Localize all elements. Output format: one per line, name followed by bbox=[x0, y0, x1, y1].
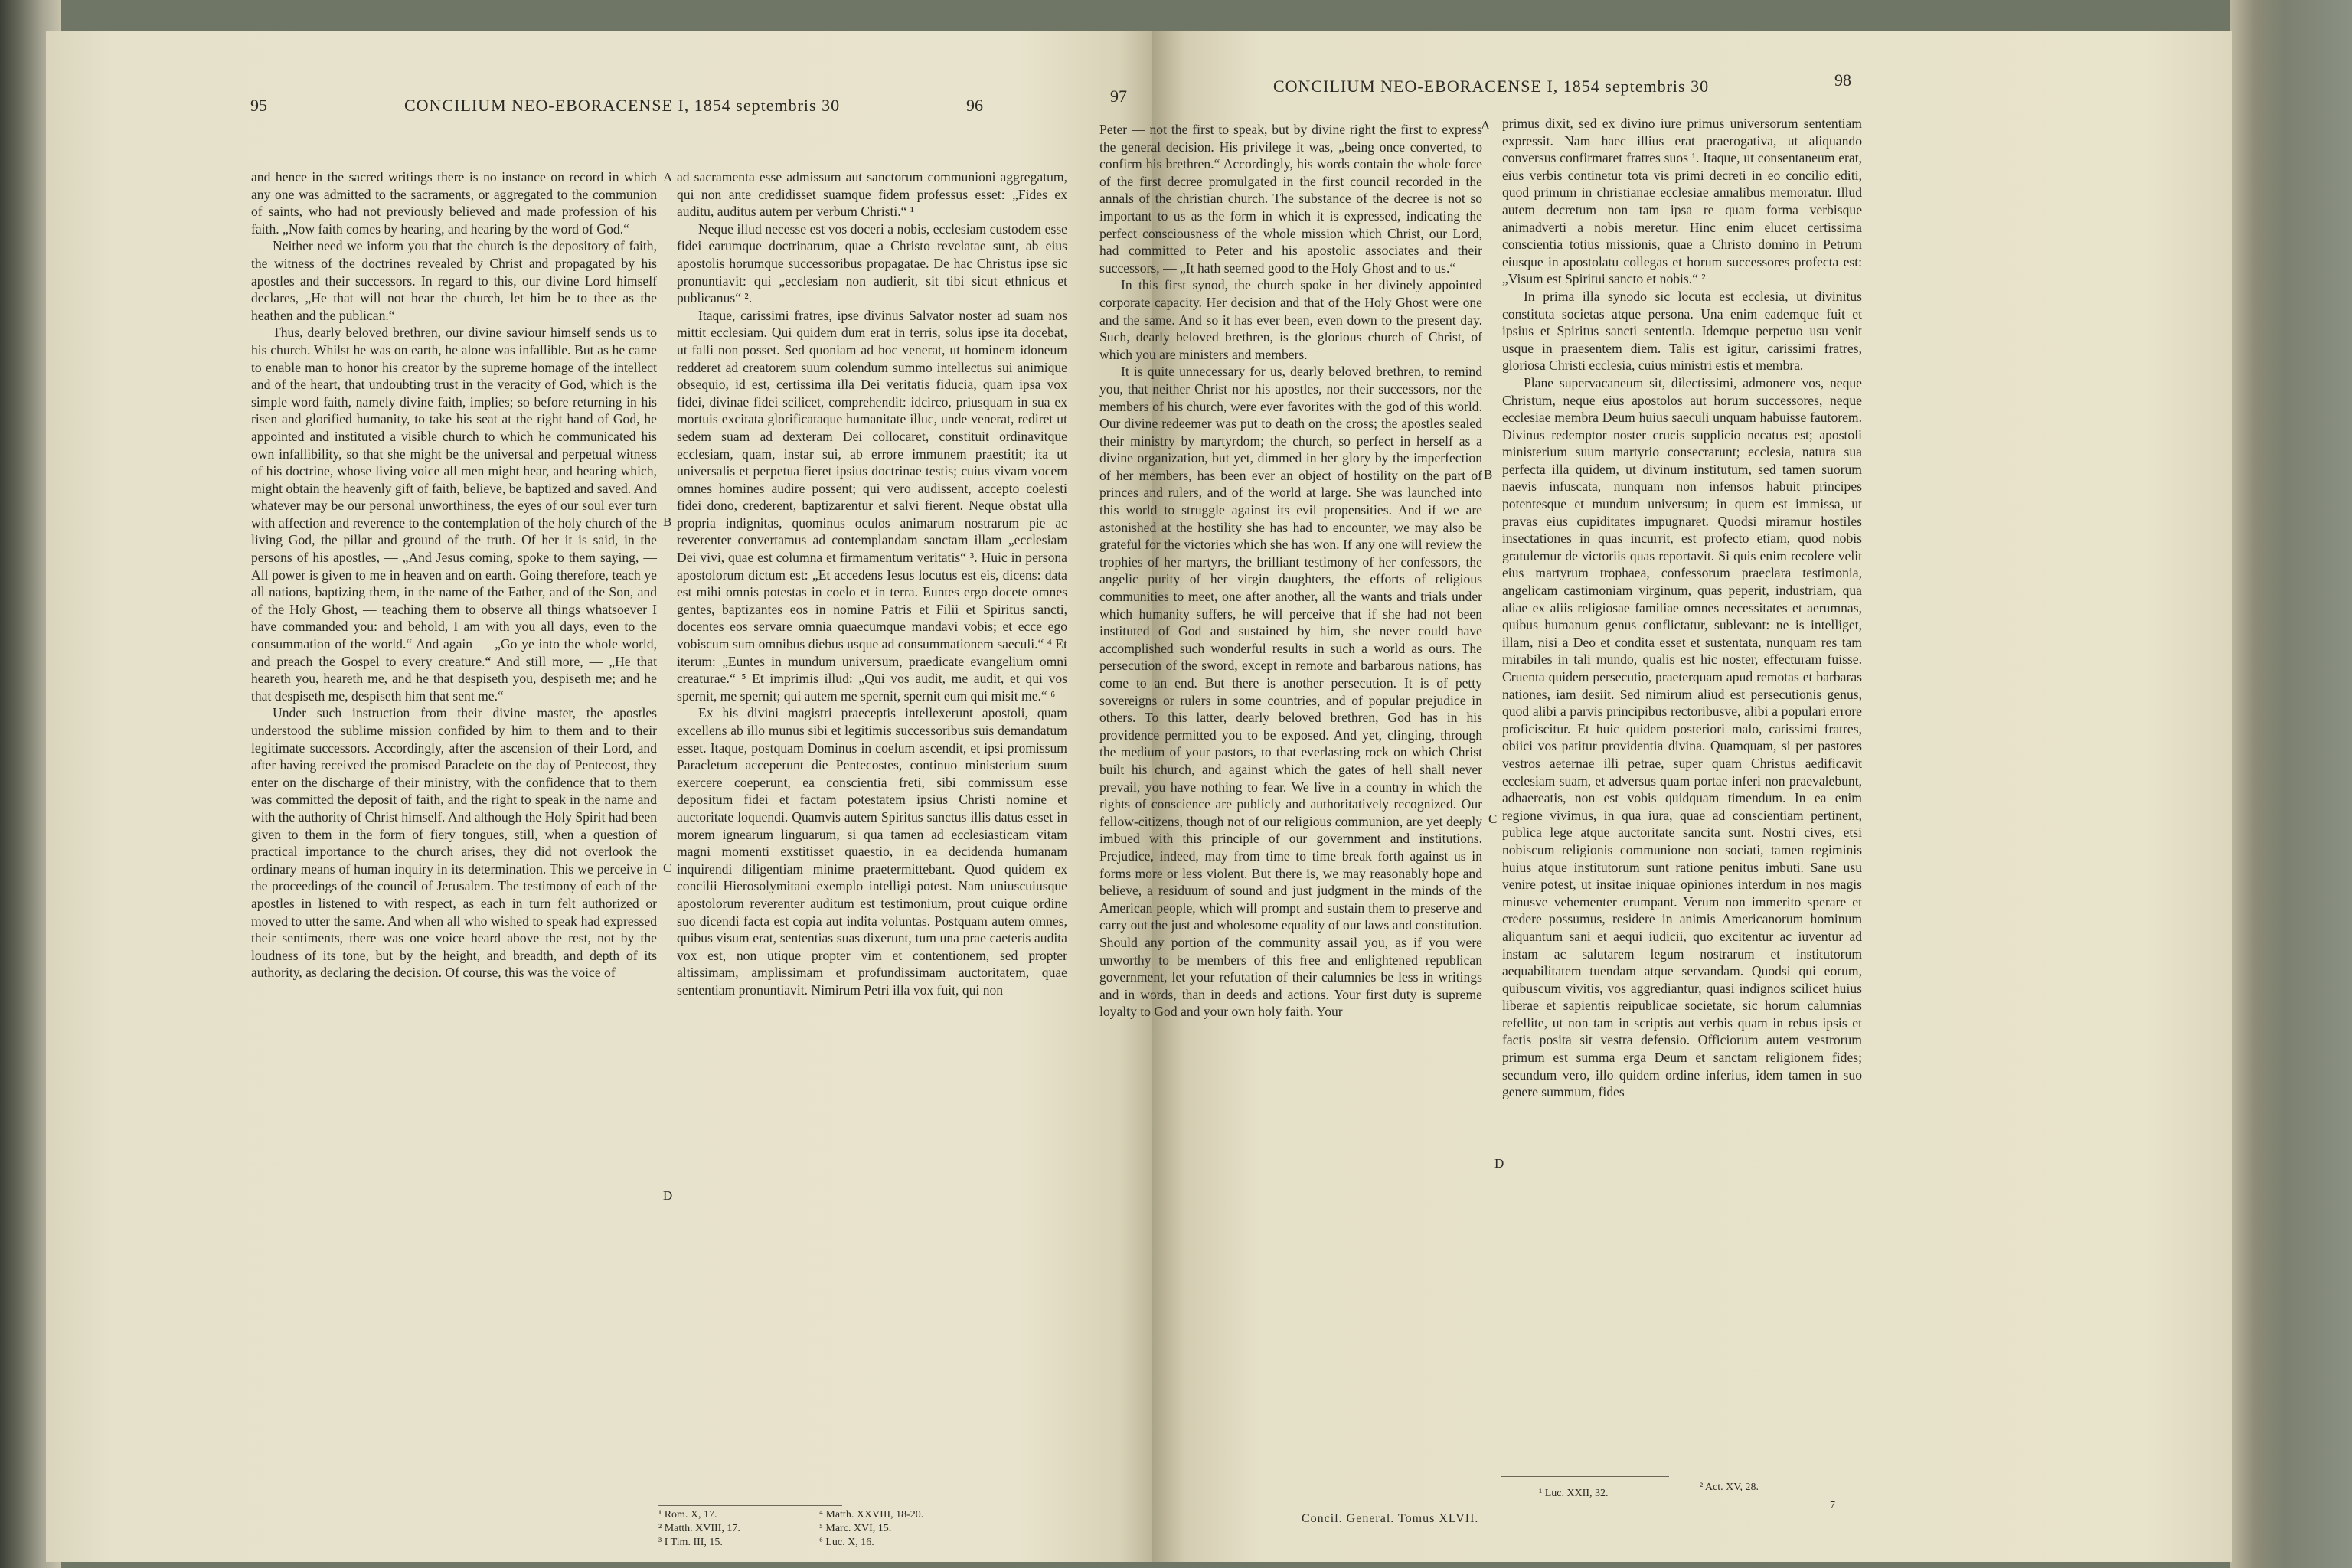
margin-letter-b: B bbox=[663, 514, 672, 529]
page-number-98: 98 bbox=[1834, 70, 1851, 90]
left-page bbox=[46, 31, 1152, 1562]
paragraph: Ex his divini magistri praeceptis intellexerunt apostoli, quam excellens ab illo munus sibi et legitimis successoribus suis demandatum esset. Itaque, postquam Dominus in coelum ascendit, et ipsi promissum Paracletum acceperunt die Pentecostes, continuo ministerium suum exercere coeperunt, ea conscientia freti, sibi commissum esse depositum fidei et factam potestatem ipsius Christi nomine et auctoritate loquendi. Quamvis autem Spiritus sanctus illis datus esset in morem ignearum linguarum, si qua tamen ad ecclesiasticam vitam magni momenti exstitisset quaestio, in ea decidenda humanam inquirendi diligentiam minime praetermittebant. Quod quidem ex concilii Hierosolymitani exemplo intelligi potest. Nam uniuscuiusque apostolorum reverenter auditum est testimonium, prout cuique ordine suo dicendi facta est copia aut indita voluntas. Postquam autem omnes, quibus visum erat, sententias suas dixerunt, tum una prae caeteris audita vox est, non utique propter vim et contentionem, sed propter altissimam, amplissimam et profundissimam auctoritatem, quae sententiam pronuntiavit. Nimirum Petri illa vox fuit, qui non bbox=[677, 705, 1067, 998]
paragraph: ad sacramenta esse admissum aut sanctorum communioni aggregatum, qui non ante credidisset suamque fidem professus esset: „Fides ex auditu, auditus autem per verbum Christi.“ ¹ bbox=[677, 169, 1067, 220]
paragraph: primus dixit, sed ex divino iure primus universorum sententiam expressit. Nam haec illius erat praerogativa, ut aliquando conversus confirmaret fratres suos ¹. Itaque, ut consentaneum erat, eius verbis continetur tota vis primi decreti in eo concilio editi, quod primum in christianae ecclesiae annalibus memoratur. Illud autem decretum non tam ipsa re quam forma verbisque animadverti a nobis meretur. Hinc enim elucet certissima conscientia totius missionis, quae a Christo domino in Petrum eiusque in apostolatu collegas et horum successores profecta est: „Visum est Spiritui sancto et nobis.“ ² bbox=[1502, 116, 1862, 287]
paragraph: In this first synod, the church spoke in her divinely appointed corporate capacity. Her decision and that of the Holy Ghost were one and the same. And so it has ever been, even down to the present day. Such, dearly beloved brethren, is the glorious church of Christ, of which you are ministers and members. bbox=[1099, 277, 1482, 362]
paragraph: It is quite unnecessary for us, dearly beloved brethren, to remind you, that neither Christ nor his apostles, nor their successors, nor the members of his church, were ever favorites with the god of this world. Our divine redeemer was put to death on the cross; the apostles sealed their ministry by martyrdom; the church, so perfect in herself as a divine organization, but yet, dimmed in her glory by the imperfection of her members, has been ever an object of hostility on the part of princes and rulers, and of the world at large. She was launched into this world to struggle against its evil propensities. And if we are astonished at the hostility she has had to encounter, we may also be grateful for the victories which she has won. If any one will review the trophies of her martyrs, the brilliant testimony of her confessors, the angelic purity of her virgin daughters, the efforts of religious communities to meet, one after another, all the wants and trials under which humanity suffers, he will perceive that if she had not been instituted of God and sustained by him, she never could have accomplished such wonderful results in such a world as ours. The persecution of the sword, except in remote and barbarous nations, has come to an end. But there is another persecution. It is of petty sovereigns or rulers in some countries, and of popular prejudice in others. To this latter, dearly beloved brethren, God has in his providence permitted you to be exposed. And yet, clinging, through the medium of your pastors, to that everlasting rock on which Christ built his church, and against which the gates of hell shall never prevail, you have nothing to fear. We live in a country in which the rights of conscience are publicly and authoritatively recognized. Our fellow-citizens, though not of our religious communion, are yet deeply imbued with this principle of our government and institutions. Prejudice, indeed, may from time to time break forth against us in forms more or less violent. But there is, we may reasonably hope and believe, a residuum of sound and just judgment in the minds of the American people, which will prompt and sustain them to preserve and carry out the just and wholesome equality of our laws and constitution. Should any portion of the community assail you, as if you were unworthy to be members of this free and enlightened republican government, let your refutation of their calumnies be less in writings and in words, than in deeds and actions. Your first duty is supreme loyalty to God and your own holy faith. Your bbox=[1099, 364, 1482, 1020]
margin-letter-c: C bbox=[663, 861, 672, 875]
footnotes-left-2: ⁴ Matth. XXVIII, 18-20. ⁵ Marc. XVI, 15. ⁶ Luc. X, 16. bbox=[819, 1509, 924, 1548]
footnote-rule bbox=[658, 1505, 842, 1506]
page-number-97-label: 97 bbox=[1110, 87, 1127, 106]
paragraph: Peter — not the first to speak, but by divine right the first to express the general decision. His privilege it was, „being once converted, to confirm his brethren.“ Accordingly, his words contain the whole force of the first decree promulgated in the first council recorded in the annals of the christian church. The substance of the decree is not so important to us as the form in which it is expressed, indicating the perfect consciousness of the whole mission which Christ, our Lord, had committed to Peter and his apostolic associates and their successors, — „It hath seemed good to the Holy Ghost and to us.“ bbox=[1099, 122, 1482, 276]
footnote-rule-right bbox=[1501, 1476, 1669, 1477]
margin-letter-d: D bbox=[663, 1188, 673, 1203]
paragraph: Itaque, carissimi fratres, ipse divinus Salvator noster ad suam nos mittit ecclesiam. Qui quidem dum erat in terris, solus ipse ita docebat, ut falli non posset. Sed quoniam ad hoc venerat, ut hominem idoneum redderet ad creatorem suum colendum summo intellectus sui animique obsequio, id est, certissima illa Dei veritatis fiducia, quam ipsa vox fidei, divinae fidei scilicet, comprehendit: idcirco, priusquam in sua ex mortuis excitata glorificataque humanitate illuc, unde venerat, rediret ut sedem suam ad dexteram Dei collocaret, constituit ordinavitque ecclesiam, quam, instar sui, ab errore immunem praestitit; ita ut universalis et perpetua fieret ipsius doctrinae testis; cuius vivam vocem omnes homines audire possent; qui vero audissent, accepto coelesti fidei dono, crederent, baptizarentur et salvi fierent. Neque obstat ulla propria indignitas, quominus oculos animarum nostrarum pie ac reverenter convertamus ad contemplandam sanctam illam „ecclesiam Dei vivi, quae est columna et firmamentum veritatis“ ³. Huic in persona apostolorum dictum est: „Et accedens Iesus locutus est eis, dicens: data est mihi omnis potestas in coelo et in terra. Euntes ergo docete omnes gentes, baptizantes eos in nomine Patris et Filii et Spiritus sancti, docentes eos servare omnia quaecumque mandavi vobis; et ecce ego vobiscum sum omnibus diebus usque ad consummationem saeculi.“ ⁴ Et iterum: „Euntes in mundum universum, praedicate evangelium omni creaturae.“ ⁵ Et imprimis illud: „Qui vos audit, me audit, et qui vos spernit, me spernit; qui autem me spernit, spernit eum qui misit me.“ ⁶ bbox=[677, 307, 1067, 704]
english-column-left bbox=[251, 168, 657, 982]
book-edge-right bbox=[2230, 0, 2352, 1568]
paragraph: and hence in the sacred writings there is no instance on record in which any one was admitted to the sacraments, or aggregated to the communion of saints, who had not previously believed and made profession of his faith. „Now faith comes by hearing, and hearing by the word of God.“ bbox=[251, 169, 657, 237]
page-number-95: 95 bbox=[250, 96, 267, 115]
paragraph: Thus, dearly beloved brethren, our divine saviour himself sends us to his church. Whilst he was on earth, he alone was infallible. But as he came to enable man to honor his creator by the supreme homage of the intellect and of the heart, that undoubting trust in the veracity of God, which is the simple word faith, namely divine faith, implies; so before returning in his risen and glorified humanity, to take his seat at the right hand of God, he appointed and instituted a visible church to which he communicated his own infallibility, so that she might be the universal and perpetual witness of his doctrine, whose living voice all men might hear, and hearing which, might obtain the heavenly gift of faith, believe, be baptized and saved. And whatever may be our personal unworthiness, the eyes of our soul ever turn with affection and reverence to the contemplation of the holy church of the living God, the pillar and ground of the truth. Of her it is said, in the persons of his apostles, — „And Jesus coming, spoke to them saying, — All power is given to me in heaven and on earth. Going therefore, teach ye all nations, baptizing them, in the name of the Father, and of the Son, and of the Holy Ghost, — teaching them to observe all things whatsoever I have commanded you: and behold, I am with you all days, even to the consummation of the world.“ And again — „Go ye into the whole world, and preach the Gospel to every creature.“ And still more, — „He that heareth you, heareth me, and he that despiseth you, despiseth me; and he that despiseth me, despiseth him that sent me.“ bbox=[251, 325, 657, 704]
latin-column-right bbox=[1502, 115, 1862, 1101]
paragraph: Neque illud necesse est vos doceri a nobis, ecclesiam custodem esse fidei earumque doctrinarum, quae a Christo revelatae sunt, ab eius apostolis horumque successoribus propagatae. De hac Christus ipse sic pronuntiavit: qui „ecclesiam non audierit, sit tibi sicut ethnicus et publicanus“ ². bbox=[677, 220, 1067, 306]
margin-letter-b-right: B bbox=[1484, 467, 1493, 482]
page-number-96: 96 bbox=[966, 96, 983, 115]
paragraph: In prima illa synodo sic locuta est ecclesia, ut divinitus constituta societas atque persona. Una enim eademque fuit et ipsius et Spiritus sancti sententia. Idemque perpetuo usu venit usque in praesentem diem. Talis est igitur, carissimi fratres, gloriosa Christi ecclesia, cuius ministri estis et membra. bbox=[1502, 288, 1862, 374]
margin-letter-d-right: D bbox=[1494, 1156, 1504, 1171]
footnote-right-1: ¹ Luc. XXII, 32. bbox=[1539, 1488, 1609, 1499]
margin-letter-a: A bbox=[663, 170, 673, 185]
page-footer: Concil. General. Tomus XLVII. bbox=[1302, 1512, 1479, 1525]
running-header-right: CONCILIUM NEO-EBORACENSE I, 1854 septembris 30 bbox=[1273, 77, 1710, 96]
latin-column-left bbox=[677, 168, 1067, 999]
running-header-left: CONCILIUM NEO-EBORACENSE I, 1854 septembris 30 bbox=[404, 96, 841, 115]
margin-letter-c-right: C bbox=[1488, 812, 1498, 826]
footnote-right-2: ² Act. XV, 28. bbox=[1700, 1481, 1759, 1493]
paragraph: Plane supervacaneum sit, dilectissimi, admonere vos, neque Christum, neque eius apostolos aut horum successores, neque ecclesiae membra Deum huius saeculi unquam habuisse fautorem. Divinus redemptor noster crucis supplicio necatus est; apostoli ministerium suum martyrio consecrarunt; ecclesia, natura sua perfecta illa quidem, ut divinum institutum, sed tamen suorum naevis infuscata, nunquam non infensos habuit principes potentesque et mundum universum; in quem est immissa, ut pravas eius cupiditates impugnaret. Quodsi miramur hostiles insectationes in quas incurrit, est profecto etiam, quod nobis gratulemur de victoriis quas reportavit. Si quis enim recolere velit eius martyrum trophaea, confessorum praeclara testimonia, angelicam castimoniam virginum, quas peperit, industriam, qua aliae ex aliis religiosae familiae omnes necessitates et aerumnas, quibus humanum genus conflictatur, sublevant: ne is intelliget, illam, nisi a Deo et condita esset et sustentata, nunquam res tam mirabiles in tali mundo, qualis est hic noster, effecturam fuisse. Cruenta quidem persecutio, praeterquam apud remotas et barbaras nationes, iam desiit. Sed nimirum aliud est persecutionis genus, quod alibi a parvis principibus rectoribusve, alibi a populari errore proficiscitur. Et huic quidem posteriori malo, carissimi fratres, obiici vos patitur providentia divina. Quamquam, si per pastores vestros aeternae illi petrae, super quam Christus aedificavit ecclesiam suam, et adversus quam portae inferi non praevalebunt, adhaereatis, non est vobis quidquam timendum. In ea enim regione vivimus, in qua iura, quae ad conscientiam pertinent, publica lege atque auctoritate sancita sunt. Nostri cives, etsi nobiscum religionis communione non sociati, tamen regiminis huius atque institutorum sunt ratione penitus imbuti. Sane usu venire potest, ut insitae iniquae opiniones interdum in nos magis minusve vehementer erumpant. Verum non immerito sperare et credere possumus, residere in animis Americanorum hominum aliquantum sani et aequi iudicii, quo excitentur ac iuventur ad instam ac salutarem legum nostrarum et institutorum aequabilitatem tuendam atque servandam. Quodsi qui eorum, quibuscum vivitis, vos aggrediantur, quasi indignos scilicet huius liberae et sapientis reipublicae societate, sic horum calumnias refellite, ut non tam in scriptis aut verbis quam in rebus ipsis et factis posita sit vestra defensio. Officiorum autem vestrorum primum est summa erga Deum et sanctam religionem fides; secundum vero, illo quidem ordine inferius, idem tamen in suo genere summum, fides bbox=[1502, 374, 1862, 1100]
english-column-right bbox=[1099, 121, 1482, 1021]
paragraph: Neither need we inform you that the church is the depository of faith, the witness of the doctrines revealed by Christ and propagated by his apostles and their successors. In regard to this, our divine Lord himself declares, „He that will not hear the church, let him be to thee as the heathen and the publican.“ bbox=[251, 238, 657, 323]
footnotes-left-1: ¹ Rom. X, 17. ² Matth. XVIII, 17. ³ I Tim. III, 15. bbox=[658, 1509, 740, 1548]
margin-letter-a-right: A bbox=[1481, 118, 1491, 132]
paragraph: Under such instruction from their divine master, the apostles understood the sublime mission confided by him to them and to their legitimate successors. Accordingly, after the ascension of their Lord, and after having received the promised Paraclete on the day of Pentecost, they enter on the discharge of their ministry, with the confidence that to them was committed the deposit of faith, and the right to speak in the name and with the authority of Christ himself. And although the Holy Spirit had been given to them in the form of fiery tongues, still, when a question of practical importance to the church arises, they did not overlook the ordinary means of human inquiry in its determination. This we perceive in the proceedings of the council of Jerusalem. The testimony of each of the apostles in listened to with respect, as each in turn felt authorized or moved to utter the same. And when all who wished to speak had expressed their sentiments, there was one voice heard above the rest, not by the loudness of its tone, but by the height, and breadth, and depth of its authority, as declaring the decision. Of course, this was the voice of bbox=[251, 705, 657, 981]
signature-mark: 7 bbox=[1830, 1500, 1835, 1511]
